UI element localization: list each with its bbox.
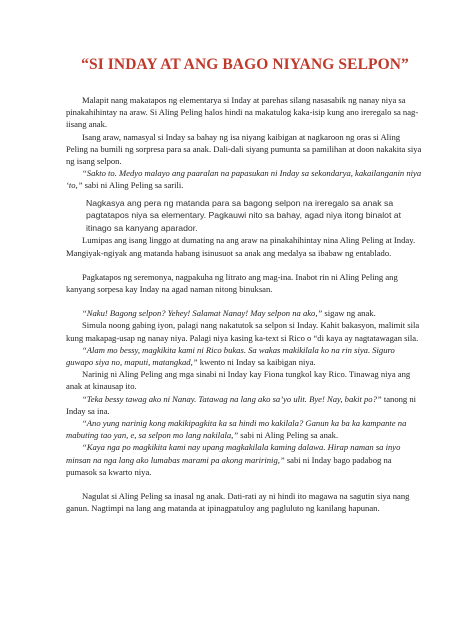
paragraph-9: Narinig ni Aling Peling ang mga sinabi ni Inday kay Fiona tungkol kay Rico. Tinawag niya ang anak at kinausap ito. xyxy=(66,369,411,392)
narration-5: sabi ni Aling Peling sa anak. xyxy=(238,430,339,441)
paragraph-8 xyxy=(66,344,424,368)
quote-1: “Sakto to. Medyo malayo ang paaralan na papasukan ni Inday sa sekondarya, kakailanganin niya ‘to,” xyxy=(66,168,422,191)
quote-3: “Alam mo bessy, magkikita kami ni Rico bukas. Sa wakas makikilala ko na rin siya. Siguro guwapo siya no, maputi, matangkad,” xyxy=(66,344,395,368)
narration-3: kwento ni Inday sa kaibigan niya. xyxy=(197,357,316,368)
paragraph-4: Lumipas ang isang linggo at dumating na ang araw na pinakahihintay nina Aling Peling at Inday. Mangiyak-ngiyak ang matanda habang isinusuot sa anak ang medalya sa ibabaw ng entablado. xyxy=(66,235,416,258)
quote-6: “Kaya nga po magkikita kami nay upang magkakilala kaming dalawa. Hirap naman sa inyo minsan na nga lang ako lumabas marami pa akong maririnig,” xyxy=(66,442,401,465)
paragraph-11 xyxy=(66,417,424,441)
paragraph-12 xyxy=(66,441,424,478)
paragraph-13: Nagulat si Aling Peling sa inasal ng anak. Dati-rati ay ni hindi ito magawa na sagutin siya nang ganun. Nagtimpi na lang ang matanda at ipinagpatuloy ang pagluluto ng kanilang hapunan. xyxy=(66,491,410,514)
paragraph-7: Simula noong gabing iyon, palagi nang nakatutok sa selpon si Inday. Kahit bakasyon, malimit sila kung makapag-usap ng nanay niya. Palagi niya kasing ka-text si Rico o “di kaya ay nagtatawagan sila. xyxy=(66,320,420,343)
narration-4: tanong ni Inday sa ina. xyxy=(66,393,417,416)
narration-2: sigaw ng anak. xyxy=(322,308,376,319)
quote-4: “Teka bessy tawag ako ni Nanay. Tatawag na lang ako sa’yo ulit. Bye! Nay, bakit po?” xyxy=(82,393,382,404)
narration-1: sabi ni Aling Peling sa sarili. xyxy=(82,180,184,191)
story-body xyxy=(66,94,424,514)
paragraph-3 xyxy=(66,167,424,191)
quote-5: “Ano yung narinig kong makikipagkita ka sa hindi mo kakilala? Ganun ka ba ka kampante na mabuting tao yan, e, sa selpon mo lang nakilala,” xyxy=(66,418,407,441)
callout-paragraph: Nagkasya ang pera ng matanda para sa bagong selpon na ireregalo sa anak sa pagtatapos niya sa elementary. Pagkauwi nito sa bahay, agad niya itong binalot at itinago sa kanyang aparador. xyxy=(86,197,402,233)
quote-2: “Naku! Bagong selpon? Yehey! Salamat Nanay! May selpon na ako,” xyxy=(82,308,323,319)
narration-6: sabi ni Inday bago padabog na pumasok sa kwarto niya. xyxy=(66,454,392,477)
paragraph-6 xyxy=(66,307,424,319)
paragraph-2: Isang araw, namasyal si Inday sa bahay ng isa niyang kaibigan at nagkaroon ng oras si Aling Peling na bumili ng sorpresa para sa anak. Dali-dali siyang pumunta sa pamilihan at doon nakakita siya ng isang selpon. xyxy=(66,131,422,167)
story-title: “SI INDAY AT ANG BAGO NIYANG SELPON” xyxy=(81,56,409,73)
paragraph-5: Pagkatapos ng seremonya, nagpakuha ng litrato ang mag-ina. Inabot rin ni Aling Peling ang kanyang sorpesa kay Inday na agad naman nitong binuksan. xyxy=(66,271,398,295)
paragraph-10 xyxy=(66,393,424,417)
paragraph-1: Malapit nang makatapos ng elementarya si Inday at parehas silang nasasabik ng nanay niya sa pinakahihintay na araw. Si Aling Peling halos hindi na makatulog kaka-isip kung ano ireregalo sa nag-iisang anak. xyxy=(66,95,419,130)
